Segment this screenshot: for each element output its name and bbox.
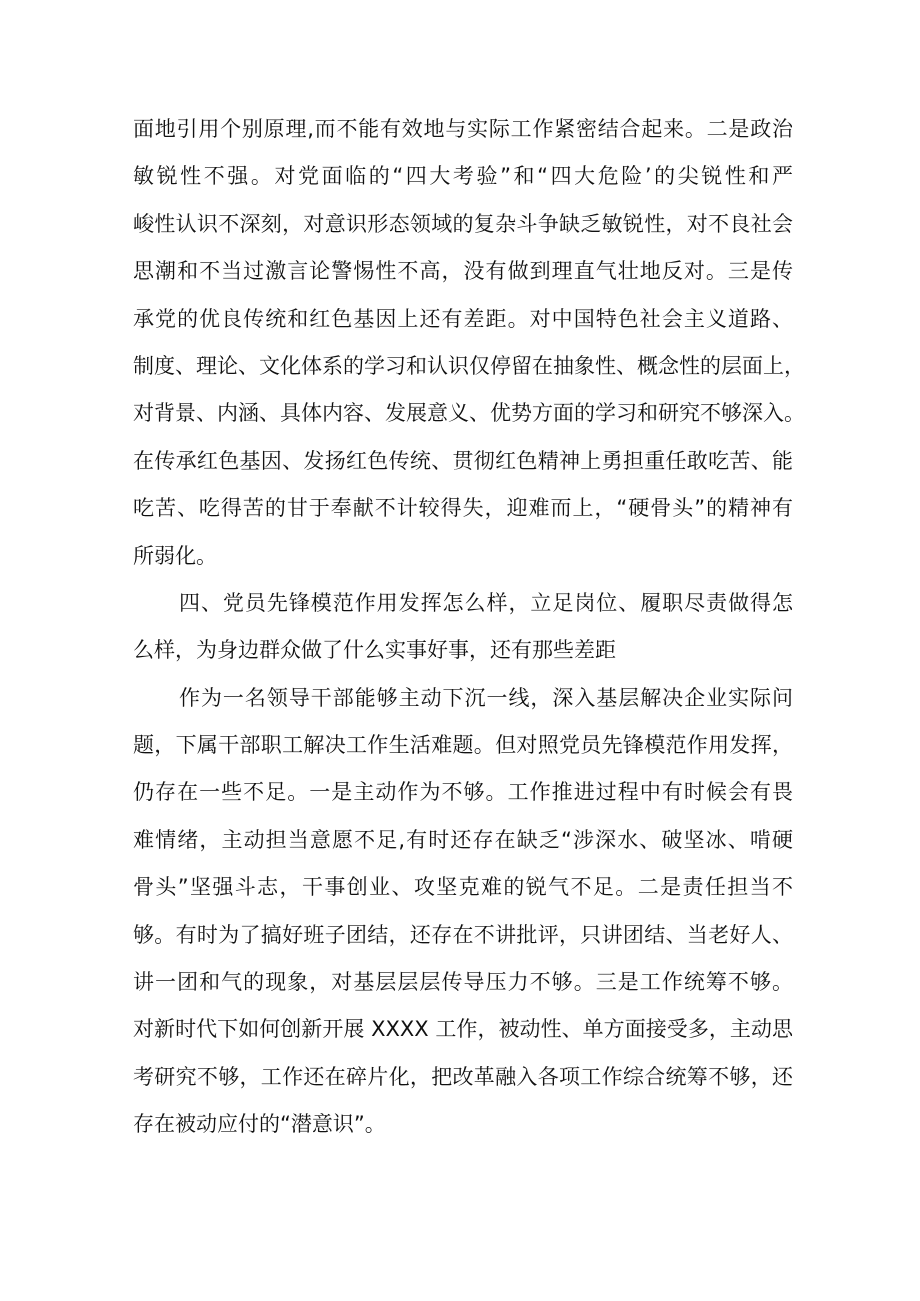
text-line: 思潮和不当过激言论警惕性不高，没有做到理直气壮地反对。三是传 bbox=[133, 259, 793, 284]
text-line: 够。有时为了搞好班子团结，还存在不讲批评，只讲团结、当老好人、 bbox=[133, 922, 793, 947]
text-line: 在传承红色基因、发扬红色传统、贯彻红色精神上勇担重任敢吃苦、能 bbox=[133, 448, 793, 473]
document-body bbox=[133, 106, 805, 1149]
text-line: 难情绪，主动担当意愿不足,有时还存在缺乏“涉深水、破坚冰、啃硬 bbox=[133, 827, 793, 852]
text-line: 峻性认识不深刻，对意识形态领域的复杂斗争缺乏敏锐性，对不良社会 bbox=[133, 211, 793, 236]
text-line: 仍存在一些不足。一是主动作为不够。工作推进过程中有时候会有畏 bbox=[133, 780, 793, 805]
text-line: 骨头”坚强斗志，干事创业、攻坚克难的锐气不足。二是责任担当不 bbox=[133, 875, 793, 900]
text-line: 所弱化。 bbox=[133, 543, 217, 568]
text-line: 存在被动应付的“潜意识”。 bbox=[133, 1112, 386, 1137]
text-line: 承党的优良传统和红色基因上还有差距。对中国特色社会主义道路、 bbox=[133, 306, 793, 331]
text-line: 对背景、内涵、具体内容、发展意义、优势方面的学习和研究不够深入。 bbox=[133, 401, 805, 426]
paragraph bbox=[133, 675, 793, 1149]
text-line: 考研究不够，工作还在碎片化，把改革融入各项工作综合统筹不够，还 bbox=[133, 1064, 793, 1089]
text-line: 四、党员先锋模范作用发挥怎么样，立足岗位、履职尽责做得怎 bbox=[179, 590, 793, 615]
text-line: 敏锐性不强。对党面临的“四大考验”和“四大危险’的尖锐性和严 bbox=[133, 164, 793, 189]
paragraph bbox=[133, 106, 805, 580]
section-heading bbox=[133, 580, 793, 675]
text-line: 么样，为身边群众做了什么实事好事，还有那些差距 bbox=[133, 638, 616, 663]
text-line: 作为一名领导干部能够主动下沉一线，深入基层解决企业实际问 bbox=[179, 685, 793, 710]
text-line: 面地引用个别原理,而不能有效地与实际工作紧密结合起来。二是政治 bbox=[133, 117, 793, 141]
text-line: 吃苦、吃得苦的甘于奉献不计较得失，迎难而上，“硬骨头”的精神有 bbox=[133, 496, 793, 521]
text-line: 题，下属干部职工解决工作生活难题。但对照党员先锋模范作用发挥， bbox=[133, 733, 793, 758]
text-line: 讲一团和气的现象，对基层层层传导压力不够。三是工作统筹不够。 bbox=[133, 970, 793, 995]
text-line: 对新时代下如何创新开展 XXXX 工作，被动性、单方面接受多，主动思 bbox=[133, 1017, 793, 1042]
text-line: 制度、理论、文化体系的学习和认识仅停留在抽象性、概念性的层面上， bbox=[133, 353, 805, 378]
